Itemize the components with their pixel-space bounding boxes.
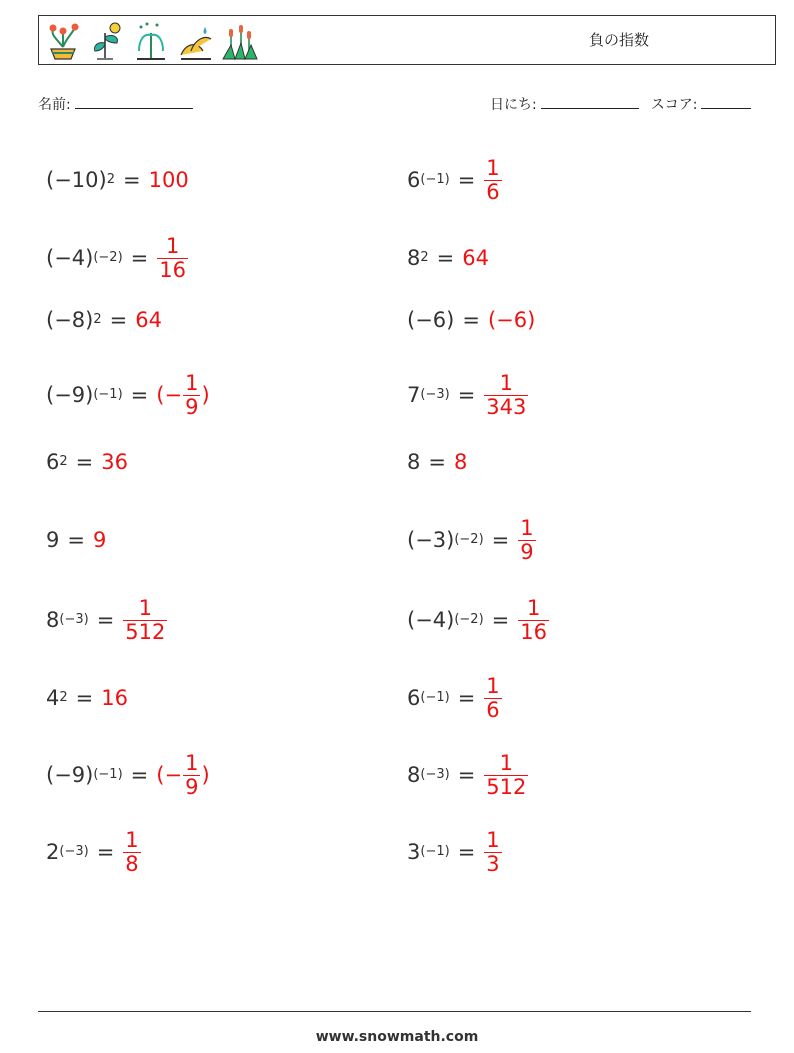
- fraction-denominator: 6: [486, 179, 500, 204]
- problem-base: 6: [407, 686, 421, 710]
- cattail-grass-icon: [223, 25, 257, 59]
- problem-base: 8: [46, 608, 60, 632]
- equals-sign: =: [67, 528, 85, 552]
- problem-item: 3 (−1) = $\frac{1}{3}$: [407, 822, 503, 882]
- fraction-denominator: 8: [125, 851, 139, 876]
- problem-base: (−8): [46, 308, 94, 332]
- problem-item: 8 2 = 64: [407, 246, 489, 270]
- problem-item: [407, 290, 535, 350]
- answer: (−6): [487, 308, 536, 332]
- answer: 8: [453, 450, 468, 474]
- potted-flower-icon: [50, 24, 79, 60]
- answer: [483, 752, 529, 797]
- answer: [156, 372, 209, 417]
- answer: [517, 597, 550, 642]
- problem-item: 8 (−3) = $\frac{1}{512}$: [407, 745, 529, 805]
- problem-item: 6 (−1) = $\frac{1}{6}$: [407, 150, 503, 210]
- answer: 64: [462, 246, 489, 270]
- equals-sign: =: [491, 608, 510, 632]
- answer-close-paren: ): [201, 763, 210, 787]
- answer-fraction: [518, 597, 549, 642]
- problem-item: 2 (−3) = $\frac{1}{8}$: [46, 822, 142, 882]
- plant-icons-strip: [45, 21, 265, 61]
- answer: [156, 235, 189, 280]
- problem-base: 7: [407, 383, 421, 407]
- name-blank-line[interactable]: [75, 93, 193, 109]
- problem-item: (−4) (−2) = $\frac{1}{16}$: [407, 590, 550, 650]
- fraction-numerator: 1: [486, 828, 500, 853]
- fraction-numerator: 1: [526, 596, 541, 621]
- answer-fraction: [484, 675, 501, 720]
- equals-sign: =: [122, 168, 141, 192]
- weeping-plant-icon: [137, 23, 165, 60]
- equals-sign: =: [457, 763, 476, 787]
- fraction-numerator: 1: [499, 371, 514, 396]
- answer-fraction: [123, 829, 140, 874]
- problem-base: 6: [46, 450, 60, 474]
- problem-base: 2: [46, 840, 60, 864]
- fraction-denominator: 512: [486, 774, 527, 799]
- footer-site: www.snowmath.com: [315, 1029, 479, 1045]
- fraction-denominator: 9: [185, 394, 199, 419]
- fraction-denominator: 9: [520, 539, 534, 564]
- fraction-numerator: 1: [138, 596, 153, 621]
- equals-sign: =: [457, 840, 476, 864]
- problem-item: 6 (−1) = $\frac{1}{6}$: [407, 668, 503, 728]
- answer: [483, 829, 502, 874]
- score-blank-line[interactable]: [701, 93, 751, 109]
- problem-item: (−4) (−2) = $\frac{1}{16}$: [46, 228, 189, 288]
- equals-sign: =: [491, 528, 510, 552]
- sprouting-plant-icon: [94, 23, 120, 59]
- footer-divider: [38, 1011, 751, 1012]
- problem-item: 7 (−3) = $\frac{1}{343}$: [407, 365, 529, 425]
- problem-base: 8: [407, 763, 421, 787]
- fraction-numerator: 1: [499, 751, 514, 776]
- score-label: スコア:: [650, 97, 698, 113]
- answer: [122, 597, 168, 642]
- problem-base: (−4): [46, 246, 94, 270]
- fraction-numerator: 1: [185, 751, 199, 776]
- equals-sign: =: [130, 763, 149, 787]
- problem-item: [407, 432, 467, 492]
- answer-sign: (−: [156, 383, 183, 407]
- fraction-numerator: 1: [125, 828, 139, 853]
- answer-fraction: [484, 829, 501, 874]
- answer-fraction: [484, 752, 528, 797]
- problem-base: 3: [407, 840, 421, 864]
- problem-item: 8 (−3) = $\frac{1}{512}$: [46, 590, 168, 650]
- fraction-numerator: 1: [520, 516, 534, 541]
- problem-base: (−9): [46, 763, 94, 787]
- fraction-denominator: 16: [520, 619, 547, 644]
- answer-close-paren: ): [201, 383, 210, 407]
- answer-fraction: [183, 752, 200, 797]
- answer-fraction: [484, 157, 501, 202]
- equals-sign: =: [130, 246, 149, 270]
- leaf-sprout-icon: [181, 27, 211, 59]
- answer: 64: [135, 308, 162, 332]
- answer: [122, 829, 141, 874]
- problem-base: (−10): [46, 168, 107, 192]
- answer-sign: (−: [156, 763, 183, 787]
- answer: [483, 157, 502, 202]
- answer: [483, 372, 529, 417]
- problem-base: 6: [407, 168, 421, 192]
- equals-sign: =: [428, 450, 446, 474]
- problem-base: 9: [46, 528, 60, 552]
- problem-base: (−4): [407, 608, 455, 632]
- name-field: [38, 93, 193, 114]
- problem-item: (−8) 2 = 64: [46, 308, 162, 332]
- fraction-denominator: 6: [486, 697, 500, 722]
- fraction-numerator: 1: [486, 156, 500, 181]
- fraction-denominator: 3: [486, 851, 500, 876]
- equals-sign: =: [462, 308, 480, 332]
- equals-sign: =: [96, 608, 115, 632]
- problem-item: 4 2 = 16: [46, 686, 128, 710]
- equals-sign: =: [457, 168, 476, 192]
- answer: 100: [148, 168, 189, 192]
- answer: [483, 675, 502, 720]
- fraction-numerator: 1: [165, 234, 180, 259]
- equals-sign: =: [75, 450, 94, 474]
- problem-item: 6 2 = 36: [46, 450, 128, 474]
- problem-base: (−6): [407, 308, 455, 332]
- equals-sign: =: [109, 308, 128, 332]
- problem-item: (−9) (−1) = (− $\frac{1}{9}$ ): [46, 751, 210, 799]
- problem-base: (−9): [46, 383, 94, 407]
- equals-sign: =: [96, 840, 115, 864]
- problem-item: (−10) 2 = 100: [46, 168, 189, 192]
- fraction-denominator: 16: [159, 257, 186, 282]
- answer-fraction: [518, 517, 535, 562]
- answer: 36: [101, 450, 128, 474]
- fraction-denominator: 343: [486, 394, 527, 419]
- problem-base: 8: [407, 450, 421, 474]
- worksheet-header: [38, 15, 776, 65]
- equals-sign: =: [457, 686, 476, 710]
- answer: [156, 752, 209, 797]
- equals-sign: =: [130, 383, 149, 407]
- problem-item: [46, 510, 106, 570]
- answer: 9: [92, 528, 107, 552]
- fraction-numerator: 1: [486, 674, 500, 699]
- date-label: 日にち:: [490, 97, 537, 113]
- fraction-denominator: 512: [125, 619, 166, 644]
- answer: 16: [101, 686, 128, 710]
- equals-sign: =: [457, 383, 476, 407]
- answer-fraction: [157, 235, 188, 280]
- answer-fraction: [183, 372, 200, 417]
- answer-fraction: [484, 372, 528, 417]
- name-label: 名前:: [38, 97, 71, 113]
- fraction-numerator: 1: [185, 371, 199, 396]
- equals-sign: =: [436, 246, 455, 270]
- equals-sign: =: [75, 686, 94, 710]
- problem-base: 8: [407, 246, 421, 270]
- date-score-fields: [490, 93, 751, 114]
- fraction-denominator: 9: [185, 774, 199, 799]
- problem-item: (−9) (−1) = (− $\frac{1}{9}$ ): [46, 371, 210, 419]
- answer: [517, 517, 536, 562]
- page-title: 負の指数: [588, 31, 649, 49]
- answer-fraction: [123, 597, 167, 642]
- problem-base: (−3): [407, 528, 455, 552]
- date-blank-line[interactable]: [541, 93, 639, 109]
- problem-base: 4: [46, 686, 60, 710]
- problem-item: (−3) (−2) = $\frac{1}{9}$: [407, 510, 537, 570]
